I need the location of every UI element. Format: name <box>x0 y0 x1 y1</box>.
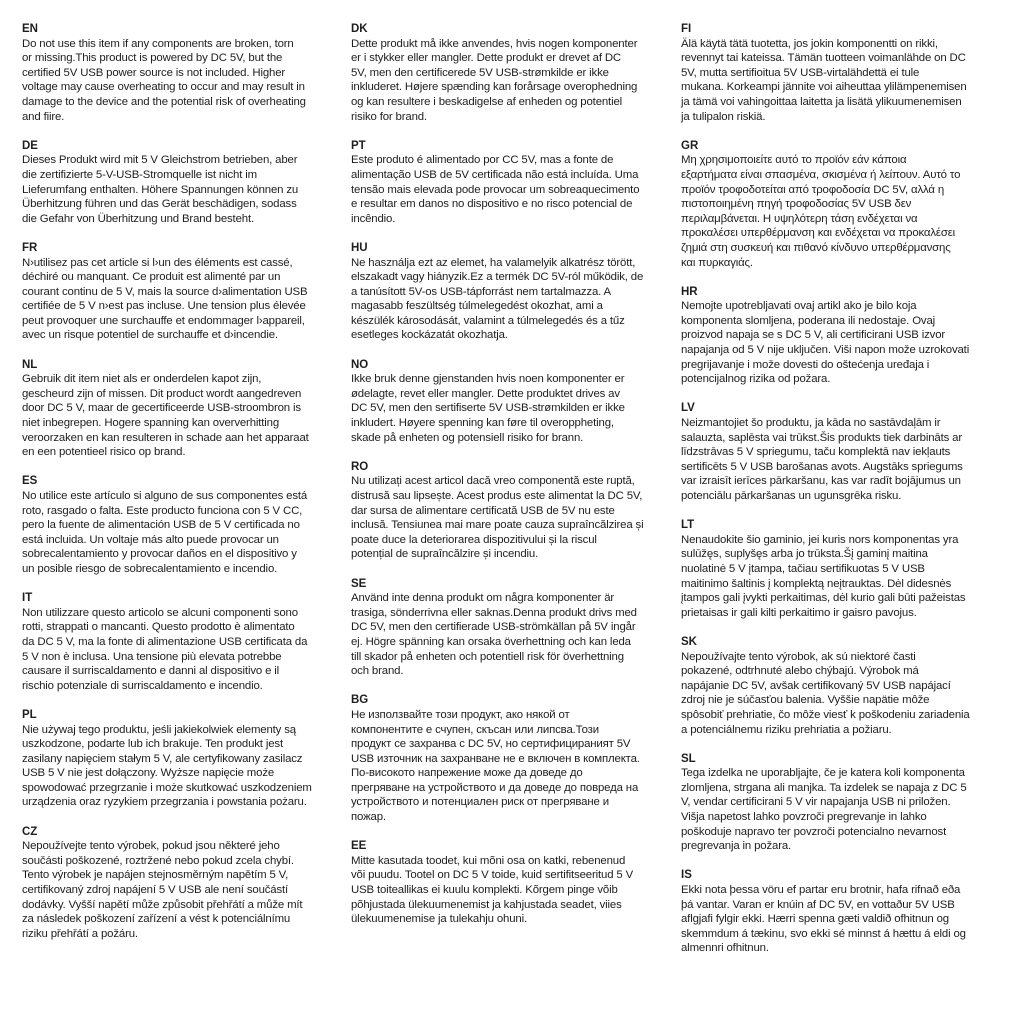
language-code: LV <box>681 402 695 415</box>
language-code: DE <box>22 139 38 152</box>
warning-section-is <box>681 868 1016 956</box>
warning-section-hr <box>681 285 1016 387</box>
warning-text-line: ülekuumenemise ja tulekahju ohuni. <box>351 913 527 926</box>
warning-text-line: Nemojte upotrebljavati ovaj artikl ako je bilo koja <box>681 300 917 313</box>
warning-text-line: Använd inte denna produkt om några komponenter är <box>351 592 615 605</box>
warning-text-line: Nie używaj tego produktu, jeśli jakiekolwiek elementy są <box>22 723 296 736</box>
warning-text-line: Lieferumfang enthalten. Höhere Spannungen können zu <box>22 183 299 196</box>
warning-text-line: maitinimo šaltinis į komplektą neįtrauktas. Dėl didesnės <box>681 577 952 590</box>
column-right <box>681 22 1016 971</box>
warning-text-line: součásti poškozené, roztržené nebo pokud zcela chybí. <box>22 854 294 867</box>
warning-text-line: en een potentieel risico op brand. <box>22 446 186 459</box>
language-code: NL <box>22 358 38 371</box>
warning-text-line: rotti, strappati o mancanti. Questo prodotto è alimentato <box>22 621 295 634</box>
warning-text-line: N›utilisez pas cet article si l›un des éléments est cassé, <box>22 256 293 269</box>
warning-text-line: certified 5V USB power source is not included. Higher <box>22 66 286 79</box>
warning-text-line: door DC 5 V, maar de gecertificeerde USB-stroombron is <box>22 402 301 415</box>
warning-text-line: Не използвайте този продукт, ако някой от <box>351 708 570 721</box>
warning-text-line: По-високото напрежение може да доведе до <box>351 767 583 780</box>
warning-text-line: Ekki nota þessa vöru ef partar eru brotnir, hafa rifnað eða <box>681 884 961 897</box>
warning-text-line: voltage may cause overheating to occur and may result in <box>22 81 305 94</box>
warning-text-line: napajanja od 5 V nije uključen. Viši napon može uzrokovati <box>681 344 970 357</box>
warning-text-line: dar sursa de alimentare certificată USB de 5V nu este <box>351 504 615 517</box>
warning-section-sl <box>681 752 1016 854</box>
language-code: HU <box>351 241 368 254</box>
warning-section-cz <box>22 825 357 942</box>
warning-text-line: ja tämä voi vahingoittaa laitetta ja lisätä ylikuumenemisen <box>681 95 962 108</box>
warning-text-line: incêndio. <box>351 212 396 225</box>
warning-text-line: and fiire. <box>22 110 65 123</box>
warning-text-line: aflgjafi fylgir ekki. Hærri spenna gæti valdið ofhitnun og <box>681 913 949 926</box>
language-code: SE <box>351 577 367 590</box>
warning-text-line: mukana. Korkeampi jännite voi aiheuttaa ylilämpenemisen <box>681 81 967 94</box>
warning-text-line: die zertifizierte 5-V-USB-Stromquelle ist nicht im <box>22 168 257 181</box>
warning-section-hu <box>351 241 686 343</box>
warning-text-line: está incluida. Un voltaje más alto puede provocar un <box>22 533 279 546</box>
warning-section-lt <box>681 518 1016 620</box>
warning-text-line: potențial de supraîncălzire și incendiu. <box>351 548 539 561</box>
warning-section-fi <box>681 22 1016 124</box>
warning-section-dk <box>351 22 686 124</box>
warning-section-lv <box>681 401 1016 503</box>
warning-text-line: USB източник на захранване не е включен в комплекта. <box>351 752 640 765</box>
language-code: FI <box>681 23 692 35</box>
warning-text-line: risiko for brand. <box>351 110 427 123</box>
warning-text-line: Do not use this item if any components are broken, torn <box>22 37 294 50</box>
warning-text-line: elszakadt vagy hiányzik.Ez a termék DC 5V-ról működik, de <box>351 271 644 284</box>
warning-text-line: magasabb feszültség túlmelegedést okozhat, ami a <box>351 300 603 313</box>
warning-text-line: avec un risque potentiel de surchauffe et d›incendie. <box>22 329 278 342</box>
warning-section-sk <box>681 635 1016 737</box>
language-code: SL <box>681 752 696 765</box>
column-left <box>22 22 357 956</box>
warning-text-line: προκαλέσει υπερθέρμανση και ενδέχεται να προκαλέσει <box>681 227 956 240</box>
warning-text-line: spowodować przegrzanie i może skutkować uszkodzeniem <box>22 781 312 794</box>
warning-text-line: revennyt tai kateissa. Tämän tuotteen voimanlähde on DC <box>681 52 966 65</box>
warning-text-line: certifikovaný zdroj napájení 5 V USB ale není součástí <box>22 884 289 897</box>
warning-text-line: пожар. <box>351 811 386 824</box>
warning-text-line: No utilice este artículo si alguno de sus componentes está <box>22 490 308 502</box>
warning-section-en <box>22 22 357 124</box>
warning-text-line: Višja napetost lahko povzroči pregrevanje in lahko <box>681 811 927 824</box>
warning-text-line: déchiré ou manquant. Ce produit est alimenté par un <box>22 271 281 284</box>
warning-text-line: Dette produkt må ikke anvendes, hvis nogen komponenter <box>351 37 638 50</box>
warning-text-line: Este produto é alimentado por CC 5V, mas a fonte de <box>351 154 614 167</box>
language-code: EN <box>22 23 38 35</box>
warning-text-line: Ikke bruk denne gjenstanden hvis noen komponenter er <box>351 373 625 386</box>
warning-text-line: pregrevanja in požara. <box>681 840 792 853</box>
language-code: DK <box>351 23 368 35</box>
warning-text-line: või puudu. Tootel on DC 5 V toide, kuid sertifitseeritud 5 V <box>351 869 634 882</box>
warning-text-line: įtampos gali įvykti perkaitimas, dėl kurio gali būti pažeistas <box>681 592 966 605</box>
warning-text-line: dodávky. Vyšší napětí může způsobit přehřátí a může mít <box>22 898 303 911</box>
warning-text-line: komponenta slomljena, poderana ili nedostaje. Ovaj <box>681 314 936 327</box>
warning-text-line: zasilany napięciem stałym 5 V, ale certyfikowany zasilacz <box>22 752 303 765</box>
language-code: HR <box>681 285 698 298</box>
warning-section-pt <box>351 139 686 227</box>
warning-text-line: potenciālu pārkaršanas un ugunsgrēka risku. <box>681 490 902 502</box>
warning-text-line: poate duce la deteriorarea dispozitivului și la riscul <box>351 533 597 546</box>
warning-text-line: Nu utilizați acest articol dacă vreo componentă este ruptă, <box>351 475 635 488</box>
warning-text-line: och brand. <box>351 665 404 678</box>
warning-text-line: rischio potenziale di surriscaldamento e incendio. <box>22 679 263 692</box>
warning-text-line: Μη χρησιμοποιείτε αυτό το προϊόν εάν κάποια <box>681 154 907 167</box>
warning-text-line: προϊόν τροφοδοτείται από τροφοδοσία DC 5V, αλλά η <box>681 183 945 196</box>
warning-text-line: trasiga, sönderrivna eller saknas.Denna produkt drivs med <box>351 606 637 619</box>
warning-text-line: var izraisīt ierīces pārkaršanu, kas var radīt bojājumus un <box>681 475 961 488</box>
warning-section-it <box>22 591 357 693</box>
warning-text-line: Tento výrobek je napájen stejnosměrným napětím 5 V, <box>22 869 289 882</box>
warning-text-line: περιλαμβάνεται. Η υψηλότερη τάση ενδέχεται να <box>681 212 918 225</box>
warning-text-line: sulūžęs, suplyšęs arba jo trūksta.Šį gaminį maitina <box>681 548 928 561</box>
warning-text-line: DC 5V, men den certifierade USB-strömkällan på 5V ingår <box>351 621 636 634</box>
language-code: NO <box>351 358 369 371</box>
warning-section-bg <box>351 693 686 824</box>
warning-text-line: veroorzaken en kan resulteren in schade aan het apparaat <box>22 431 309 444</box>
warning-text-line: spôsobiť prehriatie, čo môže viesť k poškodeniu zariadenia <box>681 708 970 721</box>
warning-text-line: die Gefahr von Überhitzung und Brand besteht. <box>22 212 254 225</box>
language-code: GR <box>681 139 699 152</box>
warning-text-line: inkludert. Høyere spenning kan føre til overoppheting, <box>351 417 614 430</box>
warning-text-line: damage to the device and the potential risk of overheating <box>22 95 306 108</box>
warning-text-line: skemmdum á tækinu, svo ekki sé minnst á hættu á eldi og <box>681 927 966 940</box>
warning-text-line: прегряване на устройството и да доведе до повреда на <box>351 781 639 794</box>
warning-text-line: certifiée de 5 V n›est pas incluse. Une tension plus élevée <box>22 300 306 313</box>
warning-text-line: da DC 5 V, ma la fonte di alimentazione USB certificata da <box>22 635 308 648</box>
warning-text-line: πιστοποιημένη πηγή τροφοδοσίας 5V USB δεν <box>681 198 912 211</box>
warning-text-line: sobrecalentamiento y provocar daños en el dispositivo y <box>22 548 297 561</box>
warning-text-line: Mitte kasutada toodet, kui mõni osa on katki, rebenenud <box>351 854 626 867</box>
warning-text-line: устройството и потенциален риск от прегряване и <box>351 796 609 809</box>
warning-text-line: Neizmantojiet šo produktu, ja kāda no sastāvdaļām ir <box>681 417 941 430</box>
warning-section-no <box>351 358 686 446</box>
column-middle <box>351 22 686 941</box>
warning-text-line: εξαρτήματα είναι σπασμένα, σκισμένα ή λείπουν. Αυτό το <box>681 168 961 181</box>
warning-text-line: alimentação USB de 5V certificada não está incluída. Uma <box>351 168 639 181</box>
language-code: EE <box>351 840 367 853</box>
language-code: PL <box>22 708 37 721</box>
warning-section-pl <box>22 708 357 810</box>
warning-text-line: skade på enheten og potensiell risiko for brann. <box>351 431 584 444</box>
warning-text-line: a potenciálnemu riziku prehriatia a požiaru. <box>681 723 892 736</box>
warning-text-line: ødelagte, revet eller mangler. Dette produktet drives av <box>351 387 620 400</box>
language-code: RO <box>351 460 369 473</box>
language-code: LT <box>681 519 695 532</box>
language-code: SK <box>681 635 697 648</box>
warning-text-line: riziku přehřátí a požáru. <box>22 927 138 940</box>
warning-text-line: ja tulipalon riskiä. <box>681 110 766 123</box>
warning-text-line: un posible riesgo de sobrecalentamiento e incendio. <box>22 562 278 575</box>
language-code: IS <box>681 869 692 882</box>
warning-text-line: till skador på enheten och potentiell risk för överhettning <box>351 650 624 663</box>
warning-text-line: poškoduje napravo ter povzroči potencialno nevarnost <box>681 825 947 838</box>
warning-text-line: e resultar em danos no dispositivo e no risco potencial de <box>351 198 633 211</box>
warning-text-line: almennri ofhitnun. <box>681 942 769 955</box>
warning-text-line: urządzenia oraz ryzykiem przegrzania i powstania pożaru. <box>22 796 307 809</box>
warning-text-line: Nepoužívajte tento výrobok, ak sú niektoré časti <box>681 650 916 663</box>
warning-text-line: 5V, men den certificerede 5V USB-strømkilde er ikke <box>351 66 609 79</box>
warning-text-line: компонентите е счупен, скъсан или липсва.Този <box>351 723 599 736</box>
warning-text-line: põhjustada ülekuumenemist ja kahjustada seadet, viies <box>351 898 622 911</box>
warning-text-line: V, vendar certificirani 5 V vir napajanja USB ni priložen. <box>681 796 951 809</box>
warning-text-line: Dieses Produkt wird mit 5 V Gleichstrom betrieben, aber <box>22 154 298 167</box>
warning-text-line: þá vantar. Varan er knúin af DC 5V, en vottaður 5V USB <box>681 898 955 911</box>
warning-text-line: Gebruik dit item niet als er onderdelen kapot zijn, <box>22 373 262 386</box>
warning-text-line: za následek poškození zařízení a vést k potenciálnímu <box>22 913 291 926</box>
warning-section-se <box>351 577 686 679</box>
warning-text-line: distrusă sau lipsește. Acest produs este alimentat la DC 5V, <box>351 490 643 502</box>
warning-text-line: pregrijavanje i može dovesti do oštećenja uređaja i <box>681 358 930 371</box>
warning-text-line: készülék károsodását, valamint a túlmelegedés és a tűz <box>351 314 625 327</box>
warning-text-line: 5V, mutta sertifioitua 5V USB-virtalähdettä ei tule <box>681 66 920 79</box>
warning-text-line: sertificēts 5 V USB barošanas avots. Augstāks spriegums <box>681 460 963 473</box>
warning-text-line: prietaisas ir gali kilti perkaitimo ir gaisro pavojus. <box>681 606 917 619</box>
warning-text-line: esetleges kockázatát okozhatja. <box>351 329 508 342</box>
warning-text-line: or missing.This product is powered by DC 5V, but the <box>22 52 283 65</box>
warning-text-line: courant continu de 5 V, mais la source d›alimentation USB <box>22 285 308 298</box>
warning-section-ro <box>351 460 686 562</box>
warning-text-line: gescheurd zijn of missen. Dit product wordt aangedreven <box>22 387 302 400</box>
warning-section-gr <box>681 139 1016 270</box>
warning-text-line: και πυρκαγιάς. <box>681 256 753 269</box>
warning-text-line: USB toiteallikas ei kuulu komplekti. Kõrgem pinge võib <box>351 884 618 897</box>
warning-text-line: Älä käytä tätä tuotetta, jos jokin komponentti on rikki, <box>681 37 938 50</box>
warning-section-es <box>22 474 357 576</box>
warning-section-fr <box>22 241 357 343</box>
warning-text-line: niet inbegrepen. Hogere spanning kan oververhitting <box>22 417 280 430</box>
language-code: CZ <box>22 825 38 838</box>
warning-text-line: zlomljena, strgana ali manjka. Ta izdelek se napaja z DC 5 <box>681 781 967 794</box>
warning-text-line: продукт се захранва с DC 5V, но сертифицираният 5V <box>351 738 631 751</box>
warning-text-line: napájanie DC 5V, avšak certifikovaný 5V USB napájací <box>681 679 951 692</box>
warning-text-line: er i stykker eller mangler. Dette produkt er drevet af DC <box>351 52 621 65</box>
warning-text-line: 5 V non è inclusa. Una tensione più elevata potrebbe <box>22 650 282 663</box>
warning-text-line: līdzstrāvas 5 V spriegumu, taču komplektā nav iekļauts <box>681 446 951 459</box>
warning-section-de <box>22 139 357 227</box>
warning-text-line: Nepoužívejte tento výrobek, pokud jsou některé jeho <box>22 840 280 853</box>
warning-section-nl <box>22 358 357 460</box>
warning-text-line: proizvod napaja se s DC 5 V, ali certificirani USB izvor <box>681 329 946 342</box>
warning-text-line: potencijalnog rizika od požara. <box>681 373 831 386</box>
warning-text-line: salauzta, saplēsta vai trūkst.Šis produkts tiek darbināts ar <box>681 431 962 444</box>
warning-text-line: pero la fuente de alimentación USB de 5 V certificada no <box>22 519 300 532</box>
warning-text-line: tensão mais elevada pode provocar um sobreaquecimento <box>351 183 640 196</box>
warning-text-line: peut provoquer une surchauffe et endommager l›appareil, <box>22 314 305 327</box>
warning-text-line: inclusă. Tensiunea mai mare poate cauza supraîncălzirea și <box>351 519 644 532</box>
warning-text-line: Ne használja ezt az elemet, ha valamelyik alkatrész törött, <box>351 256 636 269</box>
warning-text-line: DC 5V, men den sertifiserte 5V USB-strømkilden er ikke <box>351 402 625 415</box>
warning-text-line: ζημιά στη συσκευή και πιθανό κίνδυνο υπερθέρμανσης <box>681 241 951 254</box>
warning-text-line: ej. Högre spänning kan orsaka överhettning och kan leda <box>351 635 631 648</box>
warning-text-line: nuolatinė 5 V įtampa, tačiau sertifikuotas 5 V USB <box>681 562 925 575</box>
warning-text-line: pokazené, odtrhnuté alebo chýbajú. Výrobok má <box>681 665 919 678</box>
warning-text-line: Überhitzung führen und das Gerät beschädigen, sodass <box>22 198 297 211</box>
language-code: IT <box>22 592 33 605</box>
warning-text-line: a tanúsított 5V-os USB-tápforrást nem tartalmazza. A <box>351 285 612 298</box>
warning-section-ee <box>351 839 686 927</box>
warning-text-line: causare il surriscaldamento e danni al dispositivo e il <box>22 665 280 678</box>
warning-text-line: roto, rasgado o falta. Este producto funciona con 5 V CC, <box>22 504 303 517</box>
warning-text-line: zdroj nie je súčasťou balenia. Vyššie napätie môže <box>681 694 930 707</box>
language-code: ES <box>22 475 38 488</box>
warning-text-line: USB 5 V nie jest dołączony. Wyższe napięcie może <box>22 767 275 780</box>
warning-text-line: Tega izdelka ne uporabljajte, če je katera koli komponenta <box>681 767 965 780</box>
warning-text-line: uszkodzone, podarte lub ich brakuje. Ten produkt jest <box>22 738 283 751</box>
warning-text-line: og kan resultere i beskadigelse af enheden og potentiel <box>351 95 623 108</box>
warning-text-line: inkluderet. Højere spænding kan forårsage overophedning <box>351 81 638 94</box>
language-code: BG <box>351 694 369 707</box>
warning-text-line: Nenaudokite šio gaminio, jei kuris nors komponentas yra <box>681 533 959 546</box>
warning-text-line: Non utilizzare questo articolo se alcuni componenti sono <box>22 606 298 619</box>
language-code: PT <box>351 139 366 152</box>
language-code: FR <box>22 241 38 254</box>
